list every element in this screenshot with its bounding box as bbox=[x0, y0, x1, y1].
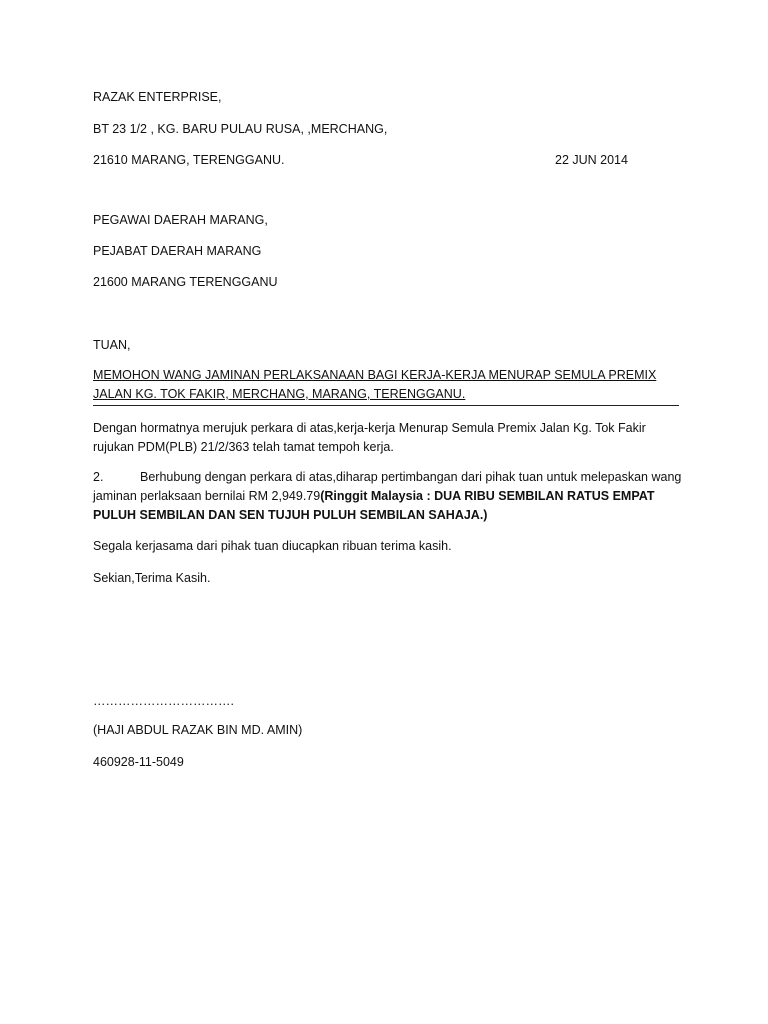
letter-subject: MEMOHON WANG JAMINAN PERLAKSANAAN BAGI KERJA-KERJA MENURAP SEMULA PREMIX JALAN KG. TOK FAKIR, MERCHANG, MARANG, TERENGGANU. bbox=[93, 368, 657, 401]
sender-address-line2: 21610 MARANG, TERENGGANU. bbox=[93, 153, 285, 167]
salutation: TUAN, bbox=[93, 338, 131, 352]
paragraph-2 bbox=[93, 468, 683, 525]
letter-date: 22 JUN 2014 bbox=[555, 153, 628, 167]
sender-address-line1: BT 23 1/2 , KG. BARU PULAU RUSA, ,MERCHANG, bbox=[93, 122, 388, 136]
paragraph-2-amount-words: (Ringgit Malaysia : DUA RIBU SEMBILAN RATUS EMPAT PULUH SEMBILAN DAN SEN TUJUH PULUH SEMBILAN SAHAJA.) bbox=[93, 489, 655, 522]
sender-name: RAZAK ENTERPRISE, bbox=[93, 90, 222, 104]
subject-divider bbox=[93, 405, 679, 406]
recipient-address: 21600 MARANG TERENGGANU bbox=[93, 275, 278, 289]
paragraph-2-number: 2. bbox=[93, 470, 104, 484]
paragraph-2-text: Berhubung dengan perkara di atas,diharap pertimbangan dari pihak tuan untuk melepaskan wang jaminan perlaksaan bernilai RM 2,949.79 bbox=[93, 470, 682, 503]
closing: Sekian,Terima Kasih. bbox=[93, 571, 211, 585]
signatory-ic-number: 460928-11-5049 bbox=[93, 755, 184, 769]
recipient-office: PEJABAT DAERAH MARANG bbox=[93, 244, 262, 258]
signatory-name: (HAJI ABDUL RAZAK BIN MD. AMIN) bbox=[93, 723, 303, 737]
recipient-title: PEGAWAI DAERAH MARANG, bbox=[93, 213, 268, 227]
paragraph-1: Dengan hormatnya merujuk perkara di atas,kerja-kerja Menurap Semula Premix Jalan Kg. Tok Fakir rujukan PDM(PLB) 21/2/363 telah tamat tempoh kerja. bbox=[93, 421, 646, 454]
paragraph-3: Segala kerjasama dari pihak tuan diucapkan ribuan terima kasih. bbox=[93, 539, 452, 553]
signature-line: ……………………………. bbox=[93, 694, 234, 708]
